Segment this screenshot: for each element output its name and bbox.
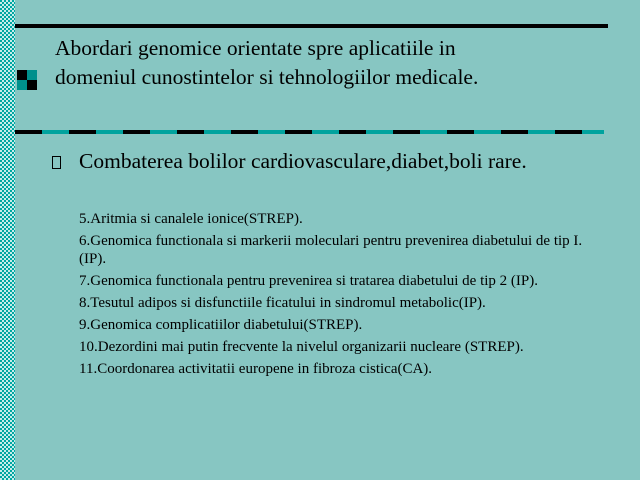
dashed-divider: [15, 130, 604, 134]
list-item: 8.Tesutul adipos si disfunctiile ficatului in sindromul metabolic(IP).: [79, 295, 486, 311]
sub-item-list: [79, 210, 599, 382]
title-line-2: domeniul cunostintelor si tehnologiilor medicale.: [55, 65, 479, 89]
list-item: 11.Coordonarea activitatii europene in fibroza cistica(CA).: [79, 361, 433, 377]
slide-title: [55, 34, 615, 92]
title-line-1: Abordari genomice orientate spre aplicatiile in: [55, 36, 456, 60]
list-item: 10.Dezordini mai putin frecvente la nivelul organizarii nucleare (STREP).: [79, 339, 524, 355]
checkered-side-strip: [0, 0, 15, 480]
top-rule: [15, 24, 608, 28]
main-bullet-text: Combaterea bolilor cardiovasculare,diabet,boli rare.: [79, 149, 527, 173]
list-item: 7.Genomica functionala pentru prevenirea si tratarea diabetului de tip 2 (IP).: [79, 273, 538, 289]
square-bullet-icon: [52, 156, 61, 169]
list-item: 6.Genomica functionala si markerii moleculari pentru prevenirea diabetului de tip I.(IP).: [79, 233, 583, 267]
checker-square-icon: [17, 70, 37, 90]
list-item: 9.Genomica complicatiilor diabetului(STREP).: [79, 317, 363, 333]
list-item: 5.Aritmia si canalele ionice(STREP).: [79, 211, 303, 227]
